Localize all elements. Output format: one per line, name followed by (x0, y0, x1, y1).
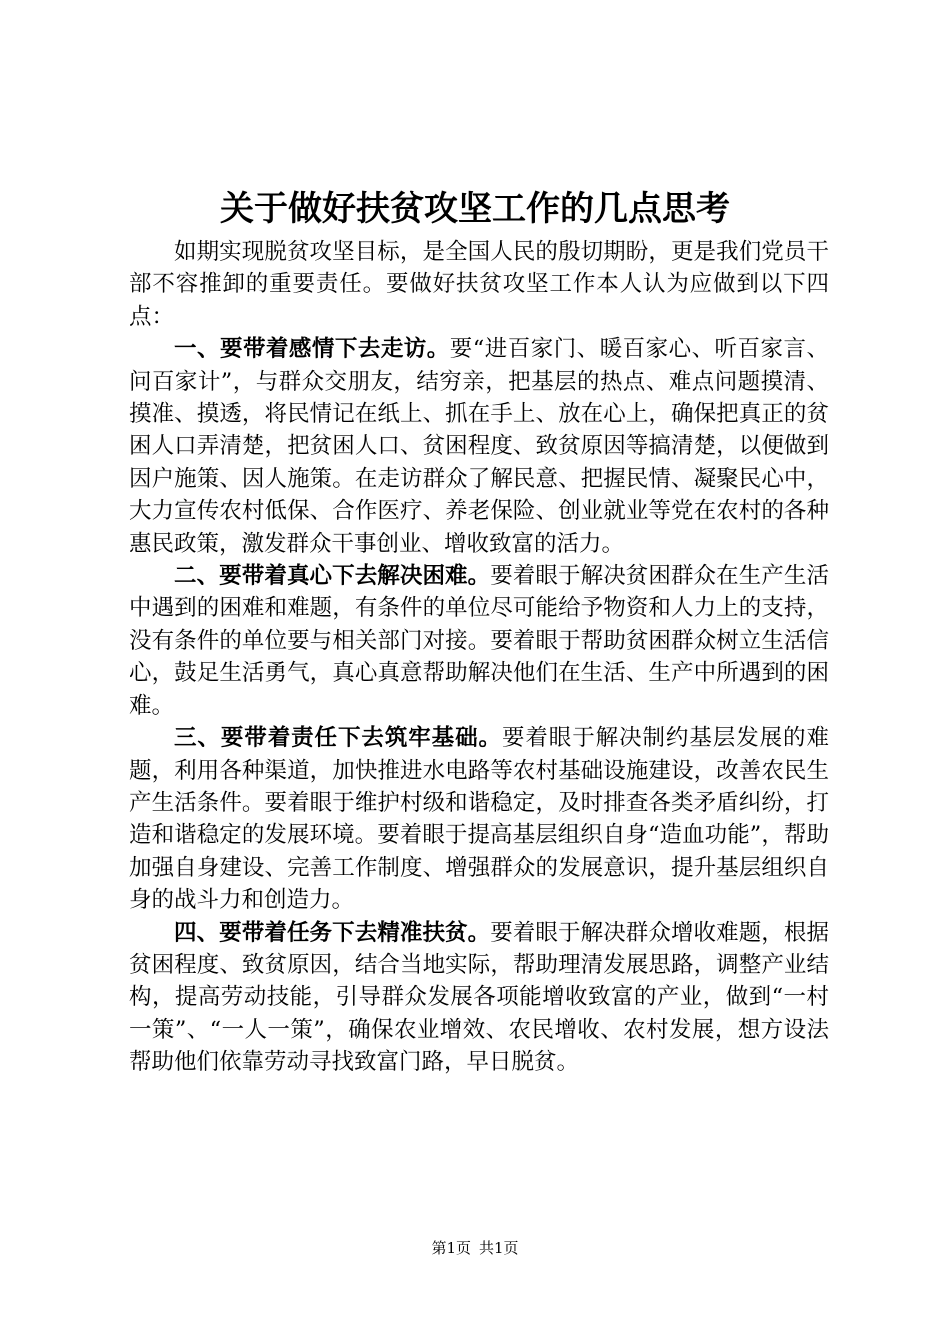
section-heading: 二、要带着真心下去解决困难。 (174, 563, 491, 590)
section-text: 要“进百家门、暖百家心、听百家言、问百家计”，与群众交朋友，结穷亲，把基层的热点、难点问题摸清、摸准、摸透，将民情记在纸上、抓在手上、放在心上，确保把真正的贫困人口弄清楚，把贫困人口、贫困程度、致贫原因等搞清楚，以便做到因户施策、因人施策。在走访群众了解民意、把握民情、凝聚民心中，大力宣传农村低保、合作医疗、养老保险、创业就业等党在农村的各种惠民政策，激发群众干事创业、增收致富的活力。 (129, 336, 829, 557)
document-title: 关于做好扶贫攻坚工作的几点思考 (220, 189, 730, 229)
page-total: 共1页 (479, 1239, 519, 1257)
page-footer (0, 1238, 950, 1258)
section-heading: 一、要带着感情下去走访。 (174, 336, 450, 363)
section-paragraph-4 (129, 917, 829, 1079)
section-paragraph-3 (129, 722, 829, 916)
section-text: 要着眼于解决制约基层发展的难题，利用各种渠道，加快推进水电路等农村基础设施建设，改善农民生产生活条件。要着眼于维护村级和谐稳定，及时排查各类矛盾纠纷，打造和谐稳定的发展环境。要着眼于提高基层组织自身“造血功能”，帮助加强自身建设、完善工作制度、增强群众的发展意识，提升基层组织自身的战斗力和创造力。 (129, 725, 829, 914)
section-paragraph-1 (129, 333, 829, 560)
section-paragraph-2 (129, 560, 829, 722)
intro-paragraph: 如期实现脱贫攻坚目标，是全国人民的殷切期盼，更是我们党员干部不容推卸的重要责任。要做好扶贫攻坚工作本人认为应做到以下四点： (129, 239, 829, 330)
section-text: 要着眼于解决贫困群众在生产生活中遇到的困难和难题，有条件的单位尽可能给予物资和人力上的支持，没有条件的单位要与相关部门对接。要着眼于帮助贫困群众树立生活信心，鼓足生活勇气，真心真意帮助解决他们在生活、生产中所遇到的困难。 (129, 563, 829, 719)
document-body (129, 236, 829, 1079)
page-number: 第1页 (431, 1239, 471, 1257)
section-heading: 三、要带着责任下去筑牢基础。 (174, 725, 502, 752)
section-heading: 四、要带着任务下去精准扶贫。 (174, 919, 491, 946)
section-text: 要着眼于解决群众增收难题，根据贫困程度、致贫原因，结合当地实际，帮助理清发展思路，调整产业结构，提高劳动技能，引导群众发展各项能增收致富的产业，做到“一村一策”、“一人一策”，确保农业增效、农民增收、农村发展，想方设法帮助他们依靠劳动寻找致富门路，早日脱贫。 (129, 919, 829, 1076)
